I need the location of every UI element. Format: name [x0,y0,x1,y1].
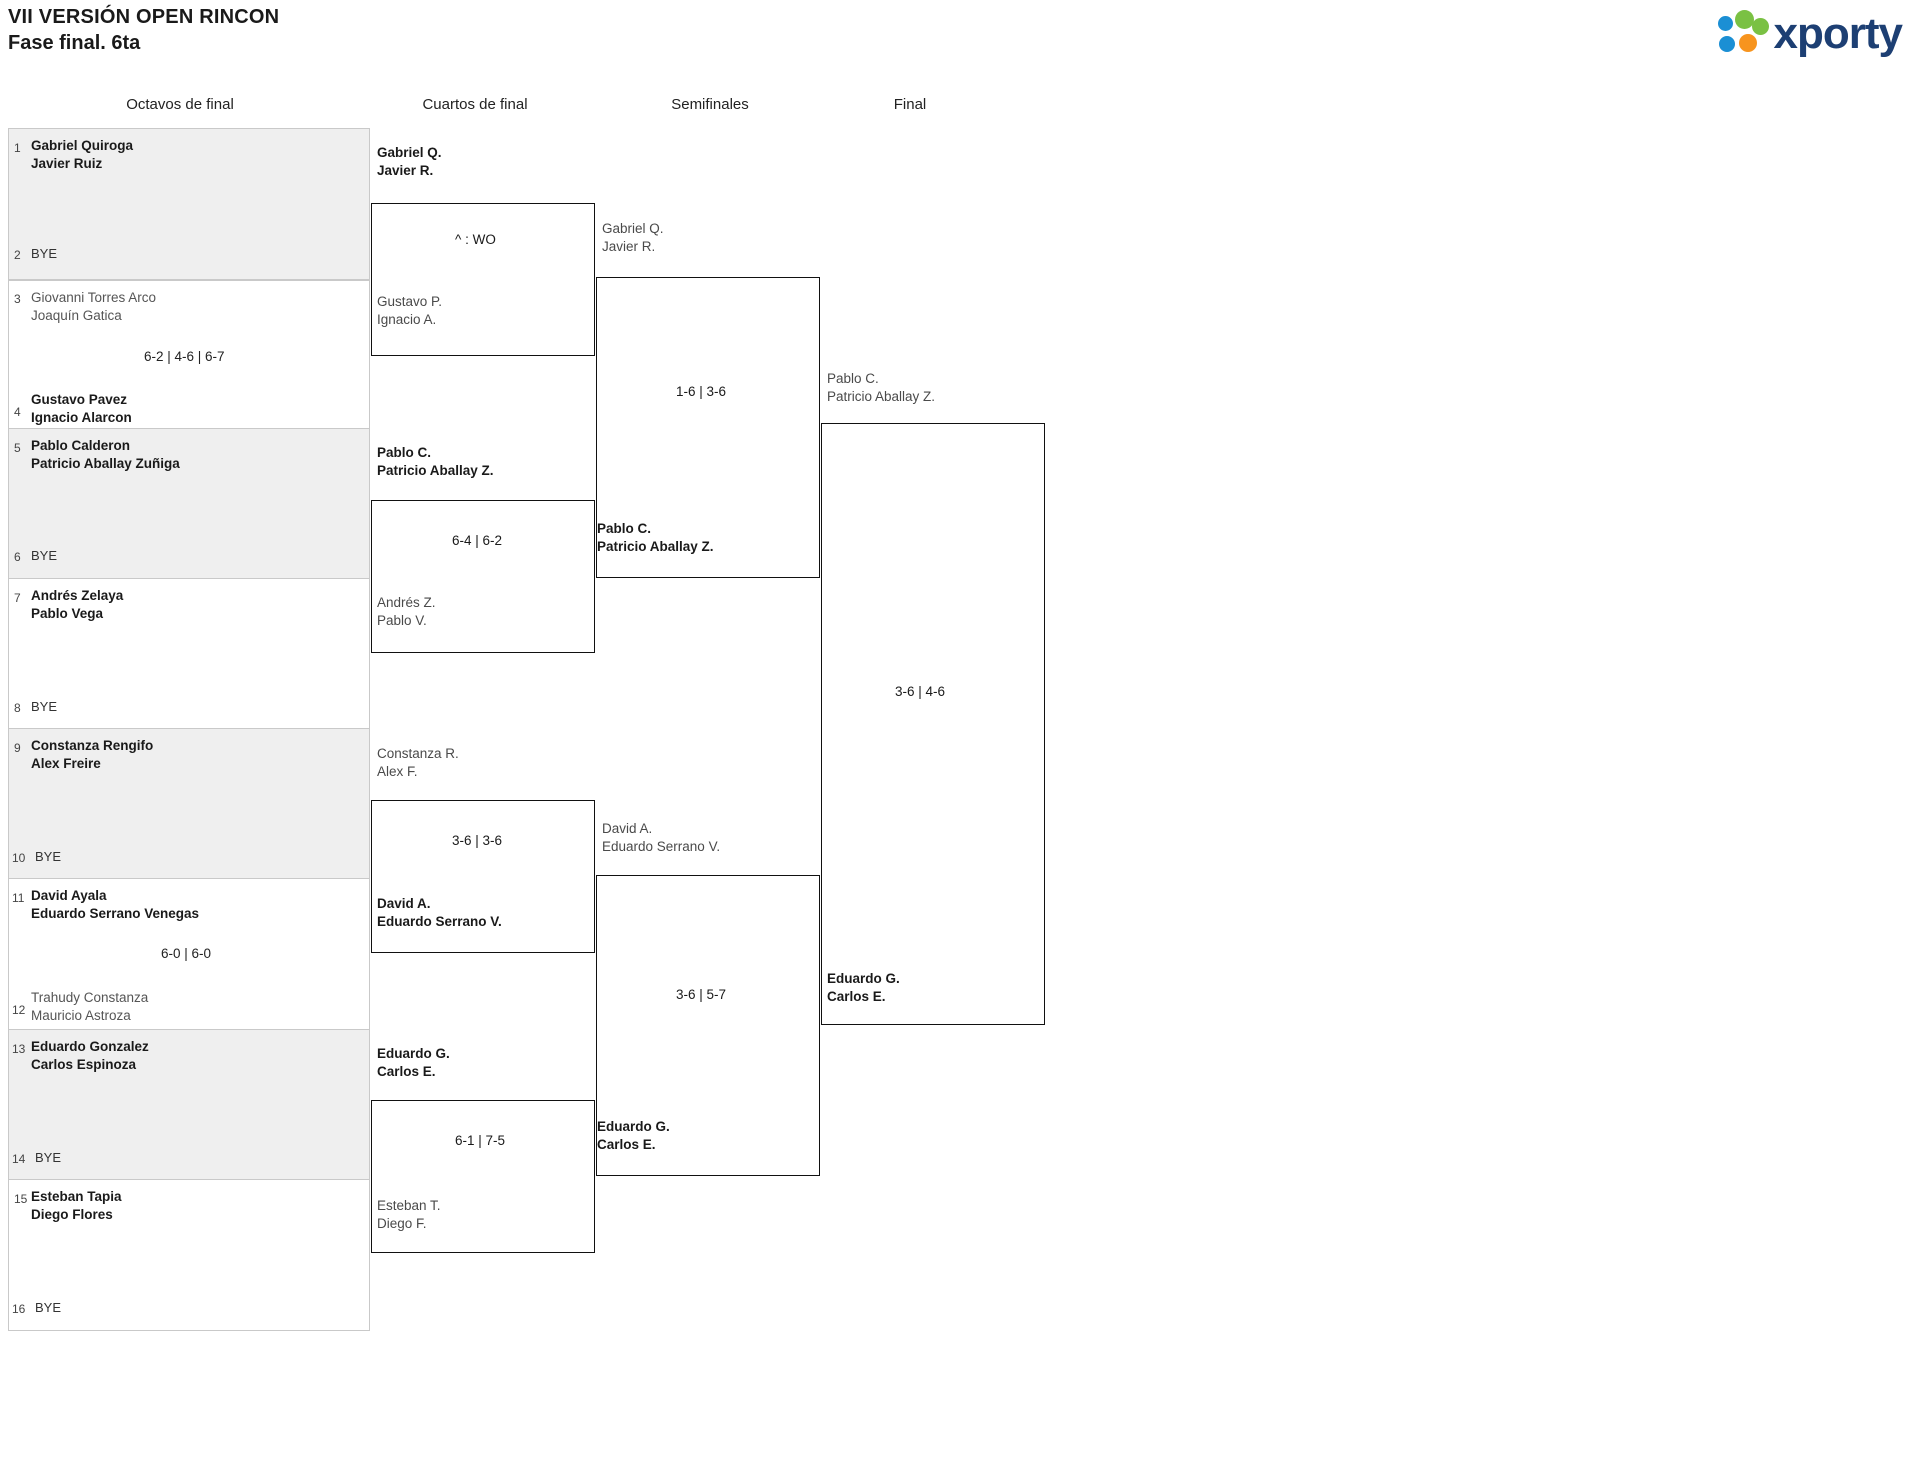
qf1-top-player: Gabriel Q. Javier R. [377,145,442,178]
sf2-bottom-player: Eduardo G. Carlos E. [597,1119,670,1152]
tournament-title: VII VERSIÓN OPEN RINCON [8,6,280,28]
sf2-score: 3-6 | 5-7 [676,987,727,1002]
player-name: Mauricio Astroza [31,1008,131,1023]
table-row[interactable] [8,1029,370,1181]
bye-label: BYE [31,246,58,261]
qf3-score: 3-6 | 3-6 [452,833,503,848]
table-row[interactable] [8,280,370,432]
seed-number: 14 [12,1152,26,1166]
table-row[interactable] [8,878,370,1030]
list-item [31,437,180,473]
seed-number: 16 [12,1302,26,1316]
player-name: Gabriel Quiroga [31,138,134,153]
seed-number: 2 [14,248,21,262]
logo-dots-icon [1718,10,1770,58]
seed-number: 1 [14,141,21,155]
xporty-logo [1718,8,1902,60]
table-row[interactable] [8,428,370,580]
player-name: Pablo Calderon [31,438,131,453]
logo-wordmark: xporty [1773,9,1902,58]
player-name: Javier Ruiz [31,156,103,171]
seed-number: 4 [14,405,21,419]
list-item [31,1038,149,1074]
qf2-bottom-player: Andrés Z. Pablo V. [377,595,436,628]
bracket-connector-qf1 [371,203,595,356]
match-score: 6-2 | 4-6 | 6-7 [144,349,225,364]
table-row[interactable] [8,128,370,280]
player-name: Eduardo Gonzalez [31,1039,149,1054]
seed-number: 5 [14,441,21,455]
sf1-bottom-player: Pablo C. Patricio Aballay Z. [597,521,714,554]
table-row[interactable] [8,578,370,730]
champion-name: Eduardo G. Carlos E. [827,971,900,1004]
player-name: Giovanni Torres Arco [31,290,157,305]
list-item [31,137,133,173]
player-name: Alex Freire [31,756,101,771]
round-header-final: Final [893,96,927,113]
seed-number: 13 [12,1042,26,1056]
seed-number: 12 [12,1003,26,1017]
player-name: Andrés Zelaya [31,588,124,603]
seed-number: 7 [14,591,21,605]
final-score: 3-6 | 4-6 [895,684,946,699]
player-name: Ignacio Alarcon [31,410,132,425]
list-item [31,289,156,325]
table-row[interactable] [8,728,370,880]
round-header-semis: Semifinales [671,96,749,113]
qf3-top-player: Constanza R. Alex F. [377,746,459,779]
player-name: Diego Flores [31,1207,113,1222]
seed-number: 11 [12,891,25,905]
bracket-connector-qf2 [371,500,595,653]
table-row[interactable] [8,1179,370,1331]
bye-label: BYE [35,849,62,864]
player-name: Esteban Tapia [31,1189,122,1204]
player-name: David Ayala [31,888,107,903]
list-item [31,989,148,1025]
qf1-bottom-player: Gustavo P. Ignacio A. [377,294,443,327]
bye-label: BYE [35,1150,62,1165]
match-score: 6-0 | 6-0 [161,946,212,961]
page-title [8,4,279,56]
player-name: Joaquín Gatica [31,308,122,323]
round-header-cuartos: Cuartos de final [422,96,528,113]
bye-label: BYE [35,1300,62,1315]
round-header-octavos: Octavos de final [126,96,234,113]
sf1-top-player: Gabriel Q. Javier R. [602,221,664,254]
list-item [31,737,153,773]
list-item [31,391,132,427]
bracket-connector-final [821,423,1045,1025]
list-item [31,887,199,923]
sf1-score: 1-6 | 3-6 [676,384,727,399]
tournament-phase: Fase final. 6ta [8,32,141,54]
final-top-player: Pablo C. Patricio Aballay Z. [827,371,936,404]
qf3-bottom-player: David A. Eduardo Serrano V. [377,896,502,929]
qf1-score: ^ : WO [455,232,496,247]
player-name: Carlos Espinoza [31,1057,137,1072]
qf2-top-player: Pablo C. Patricio Aballay Z. [377,445,494,478]
bye-label: BYE [31,699,58,714]
seed-number: 9 [14,741,21,755]
qf4-bottom-player: Esteban T. Diego F. [377,1198,441,1231]
player-name: Trahudy Constanza [31,990,149,1005]
list-item [31,1188,122,1224]
list-item [31,587,123,623]
player-name: Constanza Rengifo [31,738,154,753]
player-name: Pablo Vega [31,606,104,621]
seed-number: 10 [12,851,26,865]
seed-number: 15 [14,1192,28,1206]
player-name: Patricio Aballay Zuñiga [31,456,180,471]
bye-label: BYE [31,548,58,563]
seed-number: 6 [14,550,21,564]
player-name: Eduardo Serrano Venegas [31,906,200,921]
qf4-top-player: Eduardo G. Carlos E. [377,1046,450,1079]
qf4-score: 6-1 | 7-5 [455,1133,506,1148]
qf2-score: 6-4 | 6-2 [452,533,503,548]
player-name: Gustavo Pavez [31,392,128,407]
sf2-top-player: David A. Eduardo Serrano V. [602,821,721,854]
seed-number: 8 [14,701,21,715]
seed-number: 3 [14,292,21,306]
